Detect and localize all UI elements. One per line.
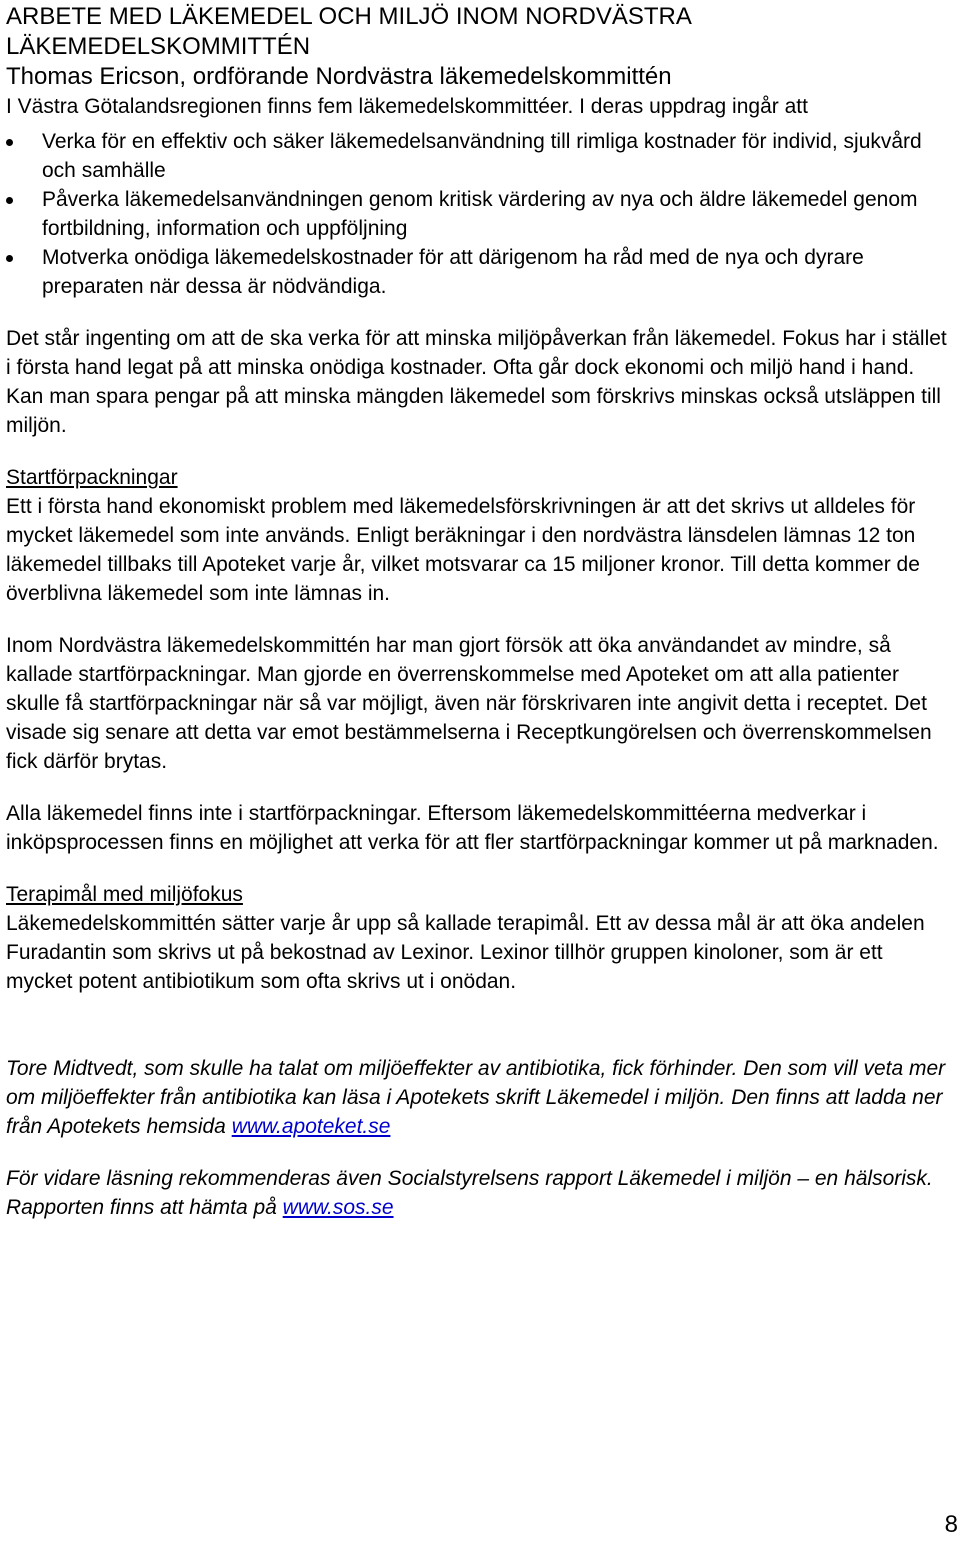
section-heading-startforpackningar: Startförpackningar <box>6 466 178 489</box>
mission-list-item: Motverka onödiga läkemedelskostnader för att därigenom ha råd med de nya och dyrare preparaten när dessa är nödvändiga. <box>6 243 954 301</box>
section1-paragraph: Ett i första hand ekonomiskt problem med läkemedelsförskrivningen är att det skrivs ut alldeles för mycket läkemedel som inte används. Enligt beräkningar i den nordvästra länsdelen lämnas 12 ton läkemedel tillbaks till Apoteket varje år, vilket motsvarar ca 15 miljoner kronor. Till detta kommer de överblivna läkemedel som inte lämnas in. <box>6 495 920 605</box>
document-title-line-1: ARBETE MED LÄKEMEDEL OCH MILJÖ INOM NORDVÄSTRA <box>6 3 692 30</box>
mission-list-item: Verka för en effektiv och säker läkemedelsanvändning till rimliga kostnader för individ, sjukvård och samhälle <box>6 127 954 185</box>
intro-text: I Västra Götalandsregionen finns fem läkemedelskommittéer. I deras uppdrag ingår att <box>6 95 808 118</box>
note-further-reading-text: För vidare läsning rekommenderas även Socialstyrelsens rapport Läkemedel i miljön – en hälsorisk. Rapporten finns att hämta på <box>6 1167 933 1219</box>
paragraph-environment: Det står ingenting om att de ska verka för att minska miljöpåverkan från läkemedel. Fokus har i stället i första hand legat på att minska onödiga kostnader. Ofta går dock ekonomi och miljö hand i hand. Kan man spara pengar på att minska mängden läkemedel som förskrivs minskas också utsläppen till miljön. <box>6 327 947 437</box>
note-antibiotics-text: Tore Midtvedt, som skulle ha talat om miljöeffekter av antibiotika, fick förhinder. Den som vill veta mer om miljöeffekter från antibiotika kan läsa i Apotekets skrift Läkemedel i miljön. Den finns att ladda ner från Apotekets hemsida <box>6 1057 946 1138</box>
section1-paragraph: Inom Nordvästra läkemedelskommittén har man gjort försök att öka användandet av mindre, så kallade startförpackningar. Man gjorde en överrenskommelse med Apoteket om att alla patienter skulle få startförpackningar när så var möjligt, även när förskrivaren inte angivit detta i receptet. Det visade sig senare att detta var emot bestämmelserna i Receptkungörelsen och överrenskommelsen fick därför brytas. <box>6 634 932 773</box>
document-page <box>6 2 954 1222</box>
section2-paragraph: Läkemedelskommittén sätter varje år upp så kallade terapimål. Ett av dessa mål är att öka andelen Furadantin som skrivs ut på bekostnad av Lexinor. Lexinor tillhör gruppen kinoloner, som är ett mycket potent antibiotikum som ofta skrivs ut i onödan. <box>6 912 925 993</box>
document-title-line-2: LÄKEMEDELSKOMMITTÉN <box>6 33 311 60</box>
mission-list <box>6 127 954 301</box>
note-further-reading <box>6 1164 954 1222</box>
title-block <box>6 2 954 92</box>
apoteket-link[interactable]: www.apoteket.se <box>231 1115 391 1138</box>
document-author: Thomas Ericson, ordförande Nordvästra läkemedelskommittén <box>6 63 672 90</box>
sos-link[interactable]: www.sos.se <box>282 1196 394 1219</box>
section-heading-terapimal: Terapimål med miljöfokus <box>6 883 243 906</box>
mission-list-item: Påverka läkemedelsanvändningen genom kritisk värdering av nya och äldre läkemedel genom fortbildning, information och uppföljning <box>6 185 954 243</box>
section1-paragraph: Alla läkemedel finns inte i startförpackningar. Eftersom läkemedelskommittéerna medverkar i inköpsprocessen finns en möjlighet att verka för att fler startförpackningar kommer ut på marknaden. <box>6 802 939 854</box>
page-number: 8 <box>944 1511 958 1538</box>
note-antibiotics <box>6 1054 954 1141</box>
